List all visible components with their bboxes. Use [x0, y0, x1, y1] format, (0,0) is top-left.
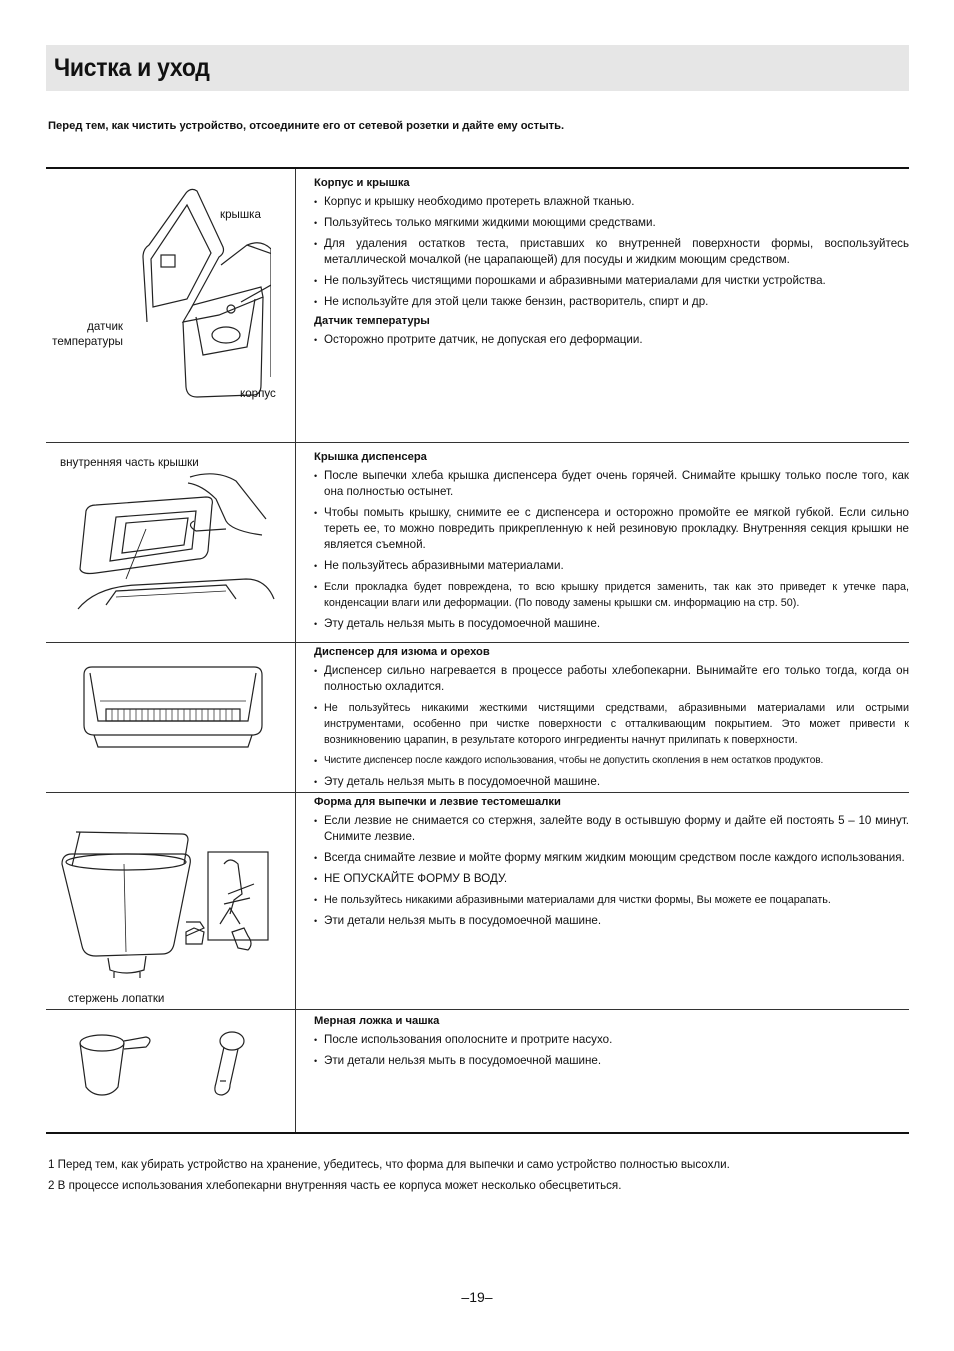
section-title: Корпус и крышка — [314, 177, 410, 189]
list-item: • Пользуйтесь только мягкими жидкими моющими средствами. — [314, 215, 909, 231]
cleaning-table — [46, 167, 909, 1134]
list-item: • Не пользуйтесь абразивными материалами. — [314, 558, 909, 574]
section-subtitle: Датчик температуры — [314, 315, 430, 327]
section-title: Мерная ложка и чашка — [314, 1015, 440, 1027]
row-divider — [46, 642, 909, 643]
section-title: Диспенсер для изюма и орехов — [314, 646, 490, 658]
label-paddle-shaft: стержень лопатки — [68, 992, 165, 1005]
list-item: • Если лезвие не снимается со стержня, залейте воду в остывшую форму и дайте ей постоять 5 – 10 минут. Снимите лезвие. — [314, 813, 909, 845]
list-item: • Не пользуйтесь никакими жесткими чистящими средствами, абразивными материалами или острыми инструментами, особенно при чистке поверхности с отталкивающим покрытием. Это может привести к возникновению царапин, в результате которого ингредиенты начнут прилипать к поверхности. — [314, 700, 909, 748]
list-item: • Чистите диспенсер после каждого использования, чтобы не допустить скопления в нем остатков продуктов. — [314, 753, 909, 769]
bread-pan-illustration — [54, 824, 294, 992]
page-number: –19– — [461, 1289, 493, 1305]
footnote: 1 Перед тем, как убирать устройство на хранение, убедитесь, что форма для выпечки и само устройство полностью высохли. — [48, 1158, 730, 1171]
list-item: • НЕ ОПУСКАЙТЕ ФОРМУ В ВОДУ. — [314, 871, 909, 887]
section-bread-pan — [314, 796, 909, 934]
list-item: • Эту деталь нельзя мыть в посудомоечной машине. — [314, 616, 909, 632]
list-item: • Диспенсер сильно нагревается в процессе работы хлебопекарни. Вынимайте его только тогда, когда он полностью охладится. — [314, 663, 909, 695]
measuring-cup-spoon-illustration — [72, 1029, 262, 1101]
label-body: корпус — [240, 387, 276, 400]
row-divider — [46, 1009, 909, 1010]
list-item: • Осторожно протрите датчик, не допуская его деформации. — [314, 332, 909, 348]
list-item: • Эти детали нельзя мыть в посудомоечной машине. — [314, 1053, 909, 1069]
section-measuring — [314, 1015, 909, 1074]
dispenser-lid-illustration — [76, 469, 286, 619]
section-body-lid — [314, 177, 909, 353]
section-title: Крышка диспенсера — [314, 451, 427, 463]
nut-dispenser-illustration — [80, 661, 266, 751]
label-temperature-sensor: датчик температуры — [52, 320, 123, 348]
footnotes — [48, 1154, 730, 1196]
list-item: • Эту деталь нельзя мыть в посудомоечной машине. — [314, 774, 909, 790]
list-item: • Не используйте для этой цели также бензин, растворитель, спирт и др. — [314, 294, 909, 310]
list-item: • Для удаления остатков теста, приставших ко внутренней поверхности формы, воспользуйтесь металлической мочалкой (не царапающей) для посуды и жидким моющим средством. — [314, 236, 909, 268]
row-divider — [46, 442, 909, 443]
footnote: 2 В процессе использования хлебопекарни внутренняя часть ее корпуса может несколько обесцветиться. — [48, 1179, 622, 1192]
list-item: • Корпус и крышку необходимо протереть влажной тканью. — [314, 194, 909, 210]
section-dispenser-lid — [314, 451, 909, 637]
list-item: • Не пользуйтесь чистящими порошками и абразивными материалами для чистки устройства. — [314, 273, 909, 289]
column-divider — [295, 169, 296, 1132]
list-item: • После использования ополосните и протрите насухо. — [314, 1032, 909, 1048]
section-title: Форма для выпечки и лезвие тестомешалки — [314, 796, 561, 808]
list-item: • Эти детали нельзя мыть в посудомоечной машине. — [314, 913, 909, 929]
label-lid: крышка — [220, 208, 261, 221]
label-inner-lid: внутренняя часть крышки — [60, 456, 199, 469]
section-nut-dispenser — [314, 646, 909, 795]
list-item: • После выпечки хлеба крышка диспенсера будет очень горячей. Снимайте крышку только после того, как она полностью остынет. — [314, 468, 909, 500]
warning-text: Перед тем, как чистить устройство, отсоедините его от сетевой розетки и дайте ему остыть. — [48, 120, 565, 132]
page-title: Чистка и уход — [54, 54, 210, 82]
list-item: • Чтобы помыть крышку, снимите ее с диспенсера и осторожно промойте ее мягкой губкой. Если сильно тереть ее, то можно повредить прикрепленную к ней резиновую прокладку. Внутренняя секция крышки не является съемной. — [314, 505, 909, 553]
list-item: • Если прокладка будет повреждена, то всю крышку придется заменить, так как это приведет к утечке пара, конденсации влаги или деформации. (По поводу замены крышки см. информацию на стр. 50). — [314, 579, 909, 611]
list-item: • Не пользуйтесь никакими абразивными материалами для чистки формы, Вы можете ее поцарапать. — [314, 892, 909, 908]
list-item: • Всегда снимайте лезвие и мойте форму мягким жидким моющим средством после каждого использования. — [314, 850, 909, 866]
header-bar — [46, 45, 909, 91]
